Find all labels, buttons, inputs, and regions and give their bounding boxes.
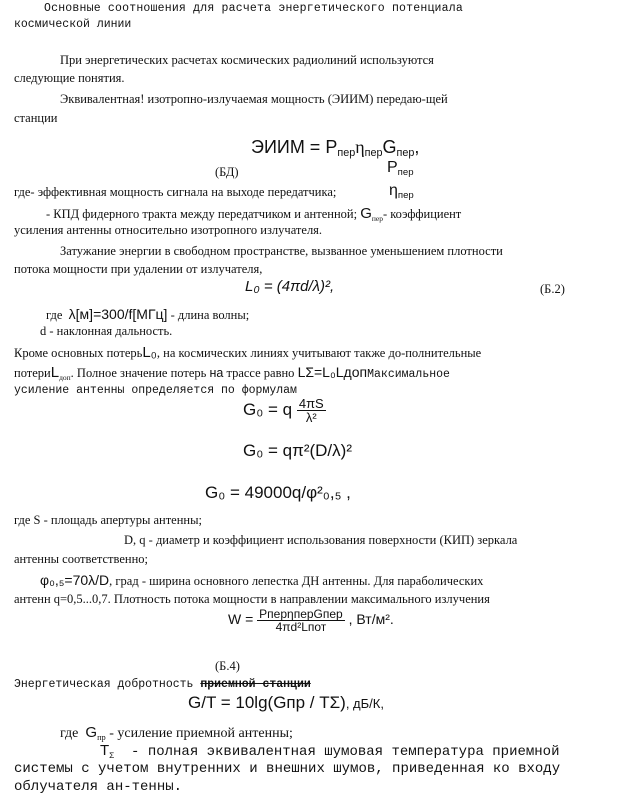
definition-power: где- эффективная мощность сигнала на выходе передатчика; (14, 185, 337, 199)
flux-density-intro: антенн q=0,5...0,7. Плотность потока мощности в направлении максимального излучения (14, 592, 490, 606)
intro-paragraph-1a: При энергетических расчетах космических радиолиний используются (60, 53, 434, 67)
attenuation-line-1: Затужание энергии в свободном пространстве, вызванное уменьшением плотности (60, 244, 503, 258)
quality-factor-heading: Энергетическая добротность приемной станции (14, 678, 311, 691)
losses-line-2: потериL$_{доп}$. Полное значение потерь на трассе равно LΣ=L₀LдопМаксимальное (14, 364, 450, 382)
equation-g-over-t: G/T = 10lg(Gпр / TΣ), дБ/К, (188, 693, 384, 712)
equation-flux-density: W = $\frac{\text{PперηперGпер}}{\text{4πd²Lпот}}$ , Вт/м². (228, 607, 394, 634)
intro-paragraph-2a: Эквивалентная! изотропно-излучаемая мощность (ЭИИМ) передаю-щей (60, 92, 448, 106)
diameter-definition-cont: антенны соответственно; (14, 552, 148, 566)
page-title-line1: Основные соотношения для расчета энергетического потенциала (44, 2, 463, 15)
equation-label-b4: (Б.4) (215, 659, 240, 673)
losses-line-3: усиление антенны определяется по формулам (14, 384, 297, 397)
noise-temperature-line-2: системы с учетом внутренних и внешних шумов, приведенная ко входу (14, 761, 561, 777)
equation-g0-area: G₀ = q $\frac{4\pi S}{\text{λ²}}$ (243, 396, 324, 425)
equation-g0-beamwidth: G₀ = 49000q/φ²₀,₅ , (205, 483, 351, 502)
wavelength-definition: где λ[м]=300/f[МГц] - длина волны; (46, 306, 250, 322)
aperture-definition: где S - площадь апертуры антенны; (14, 513, 202, 527)
equation-eiim: ЭИИМ = $P_{пер}\eta_{пер}G_{пер}$, (251, 137, 420, 159)
noise-temperature-definition: $T_\Sigma$ - полная эквивалентная шумовая температура приемной (100, 742, 560, 761)
attenuation-line-2: потока мощности при удалении от излучателя, (14, 262, 263, 276)
equation-g0-diameter: G₀ = qπ²(D/λ)² (243, 441, 352, 460)
equation-label-bd: (БД) (215, 165, 239, 179)
distance-definition: d - наклонная дальность. (40, 324, 173, 338)
eta-per-symbol: $\eta_{пер}$ (389, 182, 414, 201)
diameter-definition: D, q - диаметр и коэффициент использования поверхности (КИП) зеркала (124, 533, 518, 547)
equation-l0: L₀ = (4πd/λ)², (245, 278, 335, 295)
losses-line-1: Кроме основных потерьL₀, на космических линиях учитывают также до-полнительные (14, 344, 482, 361)
p-per-symbol: $P_{пер}$ (387, 159, 414, 178)
intro-paragraph-1b: следующие понятия. (14, 71, 125, 85)
equation-label-b2: (Б.2) (540, 282, 565, 296)
beamwidth-definition: φ₀,₅=70λ/D, град - ширина основного лепестка ДН антенны. Для параболических (40, 572, 484, 588)
page-title-line2: космической линии (14, 18, 132, 31)
intro-paragraph-2b: станции (14, 111, 58, 125)
receive-gain-definition: где $G_{пр}$ - усиление приемной антенны; (60, 724, 293, 742)
definition-feeder-efficiency: - КПД фидерного тракта между передатчиком и антенной; $G_{пер}-$ коэффициент (46, 205, 462, 223)
noise-temperature-line-3: облучателя ан-тенны. (14, 779, 183, 795)
definition-gain: усиления антенны относительно изотропного излучателя. (14, 223, 323, 237)
